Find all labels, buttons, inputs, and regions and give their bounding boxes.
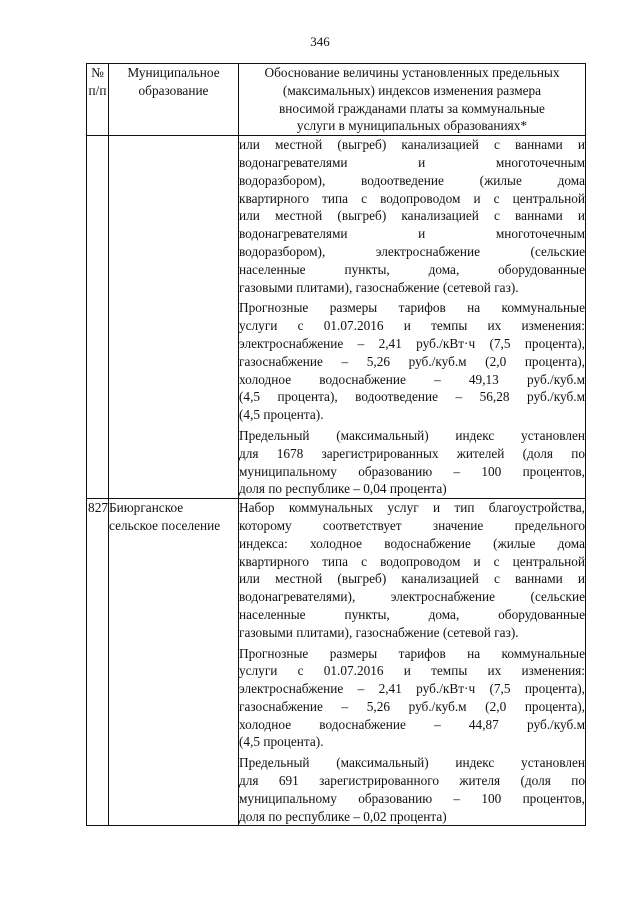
text-line: водонагревателями), электроснабжение (сельские: [239, 589, 585, 605]
text-line: газоснабжение – 5,26 руб./куб.м (2,0 процента),: [239, 698, 585, 714]
text-line: холодное водоснабжение – 49,13 руб./куб.м: [239, 371, 585, 387]
text-line: газовыми плитами), газоснабжение (сетевой газ).: [239, 624, 519, 640]
text-line: электроснабжение – 2,41 руб./кВт·ч (7,5 процента),: [239, 681, 585, 697]
tariff-index-table: [86, 63, 586, 826]
text-line: (4,5 процента).: [239, 734, 324, 750]
text-line: или местной (выгреб) канализацией с ваннами и: [239, 137, 585, 153]
text-line: квартирного типа с водопроводом и с центральной: [239, 190, 585, 206]
text-line: для 691 зарегистрированного жителя (доля по: [239, 773, 585, 789]
municipality-name-line: сельское поселение: [109, 517, 221, 533]
header-line: №: [91, 65, 104, 80]
text-line: для 1678 зарегистрированных жителей (доля по: [239, 445, 585, 461]
text-line: муниципальному образованию – 100 процентов,: [239, 463, 585, 479]
text-line: Предельный (максимальный) индекс установлен: [239, 427, 585, 443]
text-line: населенные пункты, дома, оборудованные: [239, 261, 585, 277]
justification-paragraph: [239, 427, 585, 498]
header-line: (максимальных) индексов изменения размера: [282, 82, 542, 98]
text-line: водоразбором), электроснабжение (сельские: [239, 243, 585, 259]
header-justification: [239, 64, 586, 136]
text-line: электроснабжение – 2,41 руб./кВт·ч (7,5 процента),: [239, 335, 585, 351]
text-line: доля по республике – 0,02 процента): [239, 808, 447, 824]
header-municipality: [109, 64, 239, 136]
text-line: услуги с 01.07.2016 и темпы их изменения:: [239, 318, 585, 334]
row-number: 827: [87, 499, 109, 826]
text-line: холодное водоснабжение – 44,87 руб./куб.м: [239, 716, 585, 732]
text-line: индекса: холодное водоснабжение (жилые дома: [239, 535, 585, 551]
header-line: вносимой гражданами платы за коммунальные: [279, 100, 545, 116]
text-line: газовыми плитами), газоснабжение (сетевой газ).: [239, 279, 519, 295]
header-number: [87, 64, 109, 136]
text-line: Прогнозные размеры тарифов на коммунальные: [239, 645, 585, 661]
table-row: [87, 136, 586, 499]
text-line: доля по республике – 0,04 процента): [239, 481, 447, 497]
text-line: населенные пункты, дома, оборудованные: [239, 606, 585, 622]
header-line: услуги в муниципальных образованиях*: [296, 118, 528, 134]
text-line: Набор коммунальных услуг и тип благоустройства,: [239, 500, 585, 516]
header-line: Муниципальное: [127, 65, 220, 80]
justification-cell: [239, 136, 586, 499]
row-number: [87, 136, 109, 499]
municipality-name: [109, 499, 239, 826]
text-line: которому соответствует значение предельного: [239, 517, 585, 533]
table-body: [87, 136, 586, 826]
page-number: 346: [310, 34, 330, 49]
justification-paragraph: [239, 299, 585, 424]
text-line: водонагревателями и многоточечным: [239, 226, 585, 242]
table-header-row: [87, 64, 586, 136]
text-line: услуги с 01.07.2016 и темпы их изменения:: [239, 663, 585, 679]
justification-paragraph: [239, 499, 585, 641]
header-line: Обоснование величины установленных предельных: [264, 65, 560, 80]
table-row: [87, 499, 586, 826]
text-line: Прогнозные размеры тарифов на коммунальные: [239, 300, 585, 316]
justification-paragraph: [239, 754, 585, 825]
municipality-name-line: Биюрганское: [109, 500, 184, 516]
text-line: газоснабжение – 5,26 руб./куб.м (2,0 процента),: [239, 353, 585, 369]
text-line: (4,5 процента).: [239, 407, 324, 423]
text-line: водоразбором), водоотведение (жилые дома: [239, 172, 585, 188]
text-line: или местной (выгреб) канализацией с ваннами и: [239, 208, 585, 224]
header-line: п/п: [88, 82, 107, 98]
justification-paragraph: [239, 136, 585, 296]
header-line: образование: [138, 82, 209, 98]
text-line: или местной (выгреб) канализацией с ваннами и: [239, 571, 585, 587]
municipality-name: [109, 136, 239, 499]
justification-paragraph: [239, 645, 585, 752]
text-line: (4,5 процента), водоотведение – 56,28 руб./куб.м: [239, 389, 585, 405]
text-line: муниципальному образованию – 100 процентов,: [239, 790, 585, 806]
text-line: квартирного типа с водопроводом и с центральной: [239, 553, 585, 569]
text-line: водонагревателями и многоточечным: [239, 154, 585, 170]
justification-cell: [239, 499, 586, 826]
text-line: Предельный (максимальный) индекс установлен: [239, 755, 585, 771]
